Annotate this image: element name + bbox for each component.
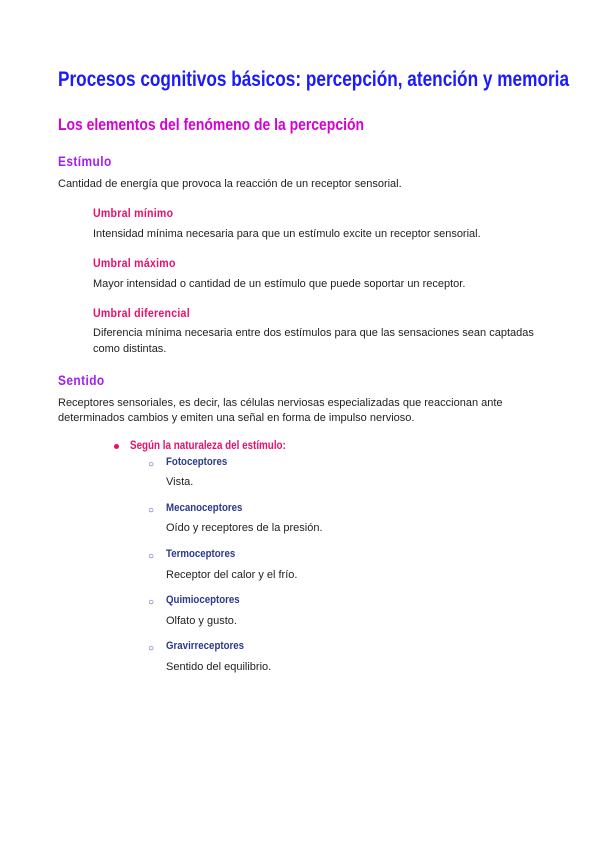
receptor-name-mecanoceptores: Mecanoceptores (166, 502, 243, 514)
circle-bullet-icon: ○ (148, 459, 155, 470)
umbral-diferencial-text-line1: Diferencia mínima necesaria entre dos estímulos para que las sensaciones sean captadas (93, 327, 534, 339)
circle-bullet-icon: ○ (148, 551, 155, 562)
umbral-minimo-text: Intensidad mínima necesaria para que un estímulo excite un receptor sensorial. (93, 228, 481, 240)
section-title: Los elementos del fenómeno de la percepción (58, 115, 364, 134)
receptor-desc-fotoceptores: Vista. (166, 476, 194, 488)
heading-umbral-minimo: Umbral mínimo (93, 206, 174, 220)
bullet-naturaleza-estimulo: Según la naturaleza del estímulo: (130, 438, 286, 452)
sentido-text-line2: determinados cambios y emiten una señal en forma de impulso nervioso. (58, 412, 415, 424)
heading-umbral-diferencial: Umbral diferencial (93, 306, 190, 320)
circle-bullet-icon: ○ (148, 505, 155, 516)
circle-bullet-icon: ○ (148, 643, 155, 654)
circle-bullet-icon: ○ (148, 597, 155, 608)
sentido-text-line1: Receptores sensoriales, es decir, las células nerviosas especializadas que reaccionan ante (58, 397, 503, 409)
receptor-desc-termoceptores: Receptor del calor y el frío. (166, 569, 298, 581)
receptor-desc-quimioceptores: Olfato y gusto. (166, 615, 237, 627)
heading-sentido: Sentido (58, 372, 105, 388)
bullet-dot (114, 444, 119, 449)
umbral-maximo-text: Mayor intensidad o cantidad de un estímulo que puede soportar un receptor. (93, 278, 466, 290)
receptor-name-fotoceptores: Fotoceptores (166, 456, 228, 468)
receptor-name-quimioceptores: Quimioceptores (166, 594, 240, 606)
receptor-name-gravirreceptores: Gravirreceptores (166, 640, 245, 652)
receptor-name-termoceptores: Termoceptores (166, 548, 236, 560)
heading-umbral-maximo: Umbral máximo (93, 256, 176, 270)
receptor-desc-mecanoceptores: Oído y receptores de la presión. (166, 522, 323, 534)
estimulo-text: Cantidad de energía que provoca la reacción de un receptor sensorial. (58, 178, 402, 190)
umbral-diferencial-text-line2: como distintas. (93, 343, 167, 355)
receptor-desc-gravirreceptores: Sentido del equilibrio. (166, 661, 272, 673)
page-title: Procesos cognitivos básicos: percepción, atención y memoria (58, 68, 570, 91)
heading-estimulo: Estímulo (58, 153, 112, 169)
